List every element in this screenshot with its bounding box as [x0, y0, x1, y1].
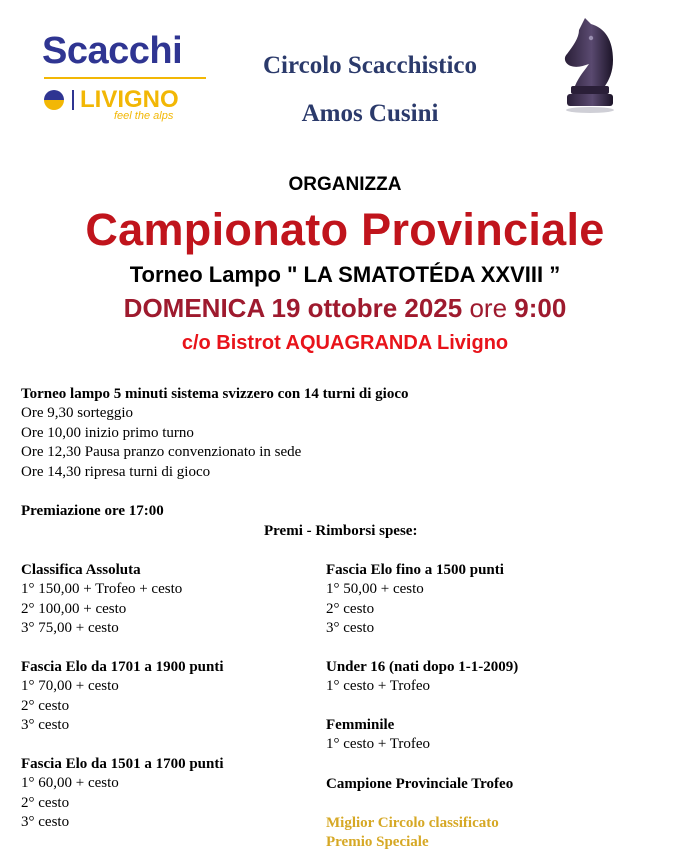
prize-line: 3° cesto	[21, 814, 70, 831]
prize-line: 2° cesto	[326, 600, 375, 617]
special-prize	[326, 814, 499, 853]
event-time: 9:00	[514, 293, 567, 323]
livigno-s-icon	[44, 90, 64, 110]
chess-knight-icon	[555, 14, 625, 114]
organizza-label: ORGANIZZA	[288, 174, 402, 195]
prize-group-femminile	[326, 716, 430, 755]
prize-group-title: Femminile	[326, 717, 395, 733]
schedule-item: Ore 14,30 ripresa turni di gioco	[21, 463, 211, 480]
premiazione-time: Premiazione ore 17:00	[21, 503, 164, 519]
prize-line: 2° cesto	[21, 794, 70, 811]
prize-line: 1° cesto + Trofeo	[326, 678, 431, 695]
schedule-item: Ore 12,30 Pausa pranzo convenzionato in sede	[21, 444, 302, 461]
event-subtitle: Torneo Lampo " LA SMATOTÉDA XXVIII ”	[129, 262, 561, 287]
prize-group-elo-1501-1700	[21, 755, 224, 833]
prize-group-assoluta	[21, 561, 182, 639]
schedule-item: Ore 10,00 inizio primo turno	[21, 424, 194, 441]
event-venue: c/o Bistrot AQUAGRANDA Livigno	[181, 332, 509, 354]
logo-separator	[72, 90, 74, 110]
prize-line: 1° cesto + Trofeo	[326, 736, 431, 753]
club-name-line1: Circolo Scacchistico	[262, 52, 478, 79]
special-prize-line1: Miglior Circolo classificato	[326, 815, 499, 831]
prize-group-title: Fascia Elo da 1501 a 1700 punti	[21, 756, 224, 772]
schedule-item: Ore 9,30 sorteggio	[21, 405, 134, 422]
prize-line: 2° 100,00 + cesto	[21, 600, 127, 617]
prize-group-title: Classifica Assoluta	[21, 562, 141, 578]
prize-line: 1° 60,00 + cesto	[21, 775, 119, 792]
event-date-ore: ore	[469, 293, 508, 323]
prize-group-title: Fascia Elo fino a 1500 punti	[326, 562, 504, 578]
prize-group-elo-1500	[326, 561, 504, 639]
schedule-block	[21, 385, 409, 482]
prize-group-title: Campione Provinciale Trofeo	[326, 776, 514, 792]
logo-tagline: feel the alps	[114, 110, 174, 122]
prize-group-title: Under 16 (nati dopo 1-1-2009)	[326, 659, 519, 675]
logo-scacchi-text: Scacchi	[42, 30, 183, 72]
prize-line: 2° cesto	[21, 697, 70, 714]
logo-place: LIVIGNO	[80, 86, 179, 113]
prize-group-elo-1701-1900	[21, 658, 224, 736]
event-date-main: DOMENICA 19 ottobre 2025	[123, 293, 463, 323]
prize-line: 1° 50,00 + cesto	[326, 581, 424, 598]
event-date	[0, 293, 690, 324]
club-name-line2: Amos Cusini	[301, 100, 439, 127]
prize-group-under16	[326, 658, 518, 697]
special-prize-line2: Premio Speciale	[326, 834, 429, 851]
event-title: Campionato Provinciale	[85, 204, 605, 255]
prize-line: 3° 75,00 + cesto	[21, 620, 119, 637]
prize-line: 3° cesto	[21, 717, 70, 734]
prize-line: 1° 70,00 + cesto	[21, 678, 119, 695]
logo-divider	[44, 77, 206, 79]
prize-line: 3° cesto	[326, 620, 375, 637]
prize-line: 1° 150,00 + Trofeo + cesto	[21, 581, 183, 598]
club-name	[230, 42, 510, 138]
prize-group-campione	[326, 775, 513, 794]
prize-group-title: Fascia Elo da 1701 a 1900 punti	[21, 659, 224, 675]
schedule-heading: Torneo lampo 5 minuti sistema svizzero con 14 turni di gioco	[21, 386, 409, 402]
premi-heading: Premi - Rimborsi spese:	[264, 523, 418, 539]
